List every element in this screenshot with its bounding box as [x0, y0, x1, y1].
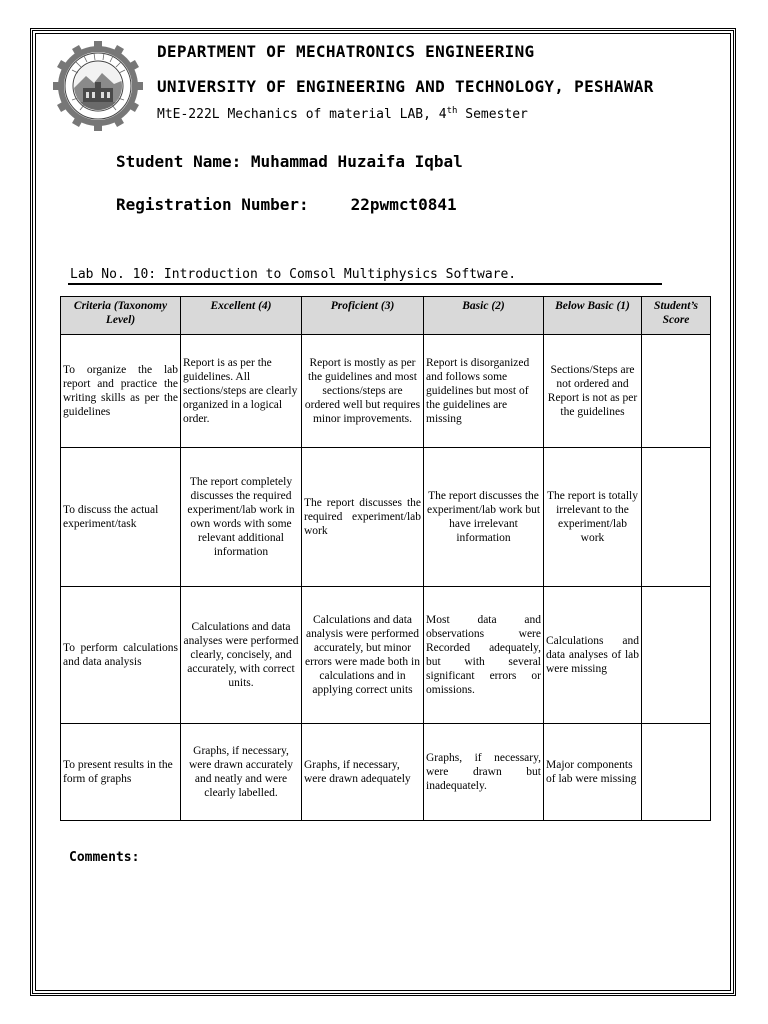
below-basic-cell: Sections/Steps are not ordered and Report is not as per the guidelines — [544, 335, 642, 448]
registration-number — [116, 195, 457, 214]
below-basic-cell: Major components of lab were missing — [544, 724, 642, 821]
basic-cell: The report discusses the experiment/lab work but have irrelevant information — [424, 448, 544, 587]
university-title: UNIVERSITY OF ENGINEERING AND TECHNOLOGY, PESHAWAR — [157, 77, 654, 96]
table-row — [61, 587, 711, 724]
basic-cell: Most data and observations were Recorded adequately, but with several significant errors or omissions. — [424, 587, 544, 724]
criteria-cell: To present results in the form of graphs — [61, 724, 181, 821]
header-criteria: Criteria (Taxonomy Level) — [61, 297, 181, 335]
excellent-cell: Calculations and data analyses were performed clearly, concisely, and accurately, with correct units. — [181, 587, 302, 724]
below-basic-cell: Calculations and data analyses of lab were missing — [544, 587, 642, 724]
excellent-cell: Report is as per the guidelines. All sections/steps are clearly organized in a logical order. — [181, 335, 302, 448]
registration-label: Registration Number: — [116, 195, 309, 214]
criteria-cell: To discuss the actual experiment/task — [61, 448, 181, 587]
proficient-cell: Calculations and data analysis were performed accurately, but minor errors were made both in calculations and in applying correct units — [302, 587, 424, 724]
course-prefix: MtE-222L Mechanics of material LAB, 4 — [157, 107, 447, 122]
score-cell[interactable] — [642, 724, 711, 821]
proficient-cell: The report discusses the required experiment/lab work — [302, 448, 424, 587]
table-row — [61, 335, 711, 448]
basic-cell: Report is disorganized and follows some guidelines but most of the guidelines are missing — [424, 335, 544, 448]
excellent-cell: Graphs, if necessary, were drawn accurately and neatly and were clearly labelled. — [181, 724, 302, 821]
header-below-basic: Below Basic (1) — [544, 297, 642, 335]
lab-title-underline — [68, 283, 662, 285]
header-basic: Basic (2) — [424, 297, 544, 335]
excellent-cell: The report completely discusses the required experiment/lab work in own words with some relevant additional information — [181, 448, 302, 587]
table-row — [61, 448, 711, 587]
course-suffix: Semester — [457, 107, 528, 122]
lab-title: Lab No. 10: Introduction to Comsol Multiphysics Software. — [70, 267, 517, 282]
header-student-score: Student’s Score — [642, 297, 711, 335]
course-title — [157, 106, 528, 122]
table-row — [61, 724, 711, 821]
rubric-header-row — [61, 297, 711, 335]
score-cell[interactable] — [642, 448, 711, 587]
criteria-cell: To perform calculations and data analysis — [61, 587, 181, 724]
header-excellent: Excellent (4) — [181, 297, 302, 335]
rubric-table — [60, 296, 711, 821]
university-logo — [52, 40, 144, 132]
score-cell[interactable] — [642, 587, 711, 724]
course-superscript: th — [446, 106, 458, 116]
comments-label: Comments: — [69, 850, 140, 865]
proficient-cell: Graphs, if necessary, were drawn adequately — [302, 724, 424, 821]
header-proficient: Proficient (3) — [302, 297, 424, 335]
below-basic-cell: The report is totally irrelevant to the experiment/lab work — [544, 448, 642, 587]
basic-cell: Graphs, if necessary, were drawn but inadequately. — [424, 724, 544, 821]
score-cell[interactable] — [642, 335, 711, 448]
proficient-cell: Report is mostly as per the guidelines and most sections/steps are ordered well but requires minor improvements. — [302, 335, 424, 448]
registration-value: 22pwmct0841 — [350, 195, 457, 214]
student-name: Student Name: Muhammad Huzaifa Iqbal — [116, 152, 463, 171]
department-title: DEPARTMENT OF MECHATRONICS ENGINEERING — [157, 42, 535, 61]
criteria-cell: To organize the lab report and practice the writing skills as per the guidelines — [61, 335, 181, 448]
university-seal-icon — [52, 40, 144, 132]
